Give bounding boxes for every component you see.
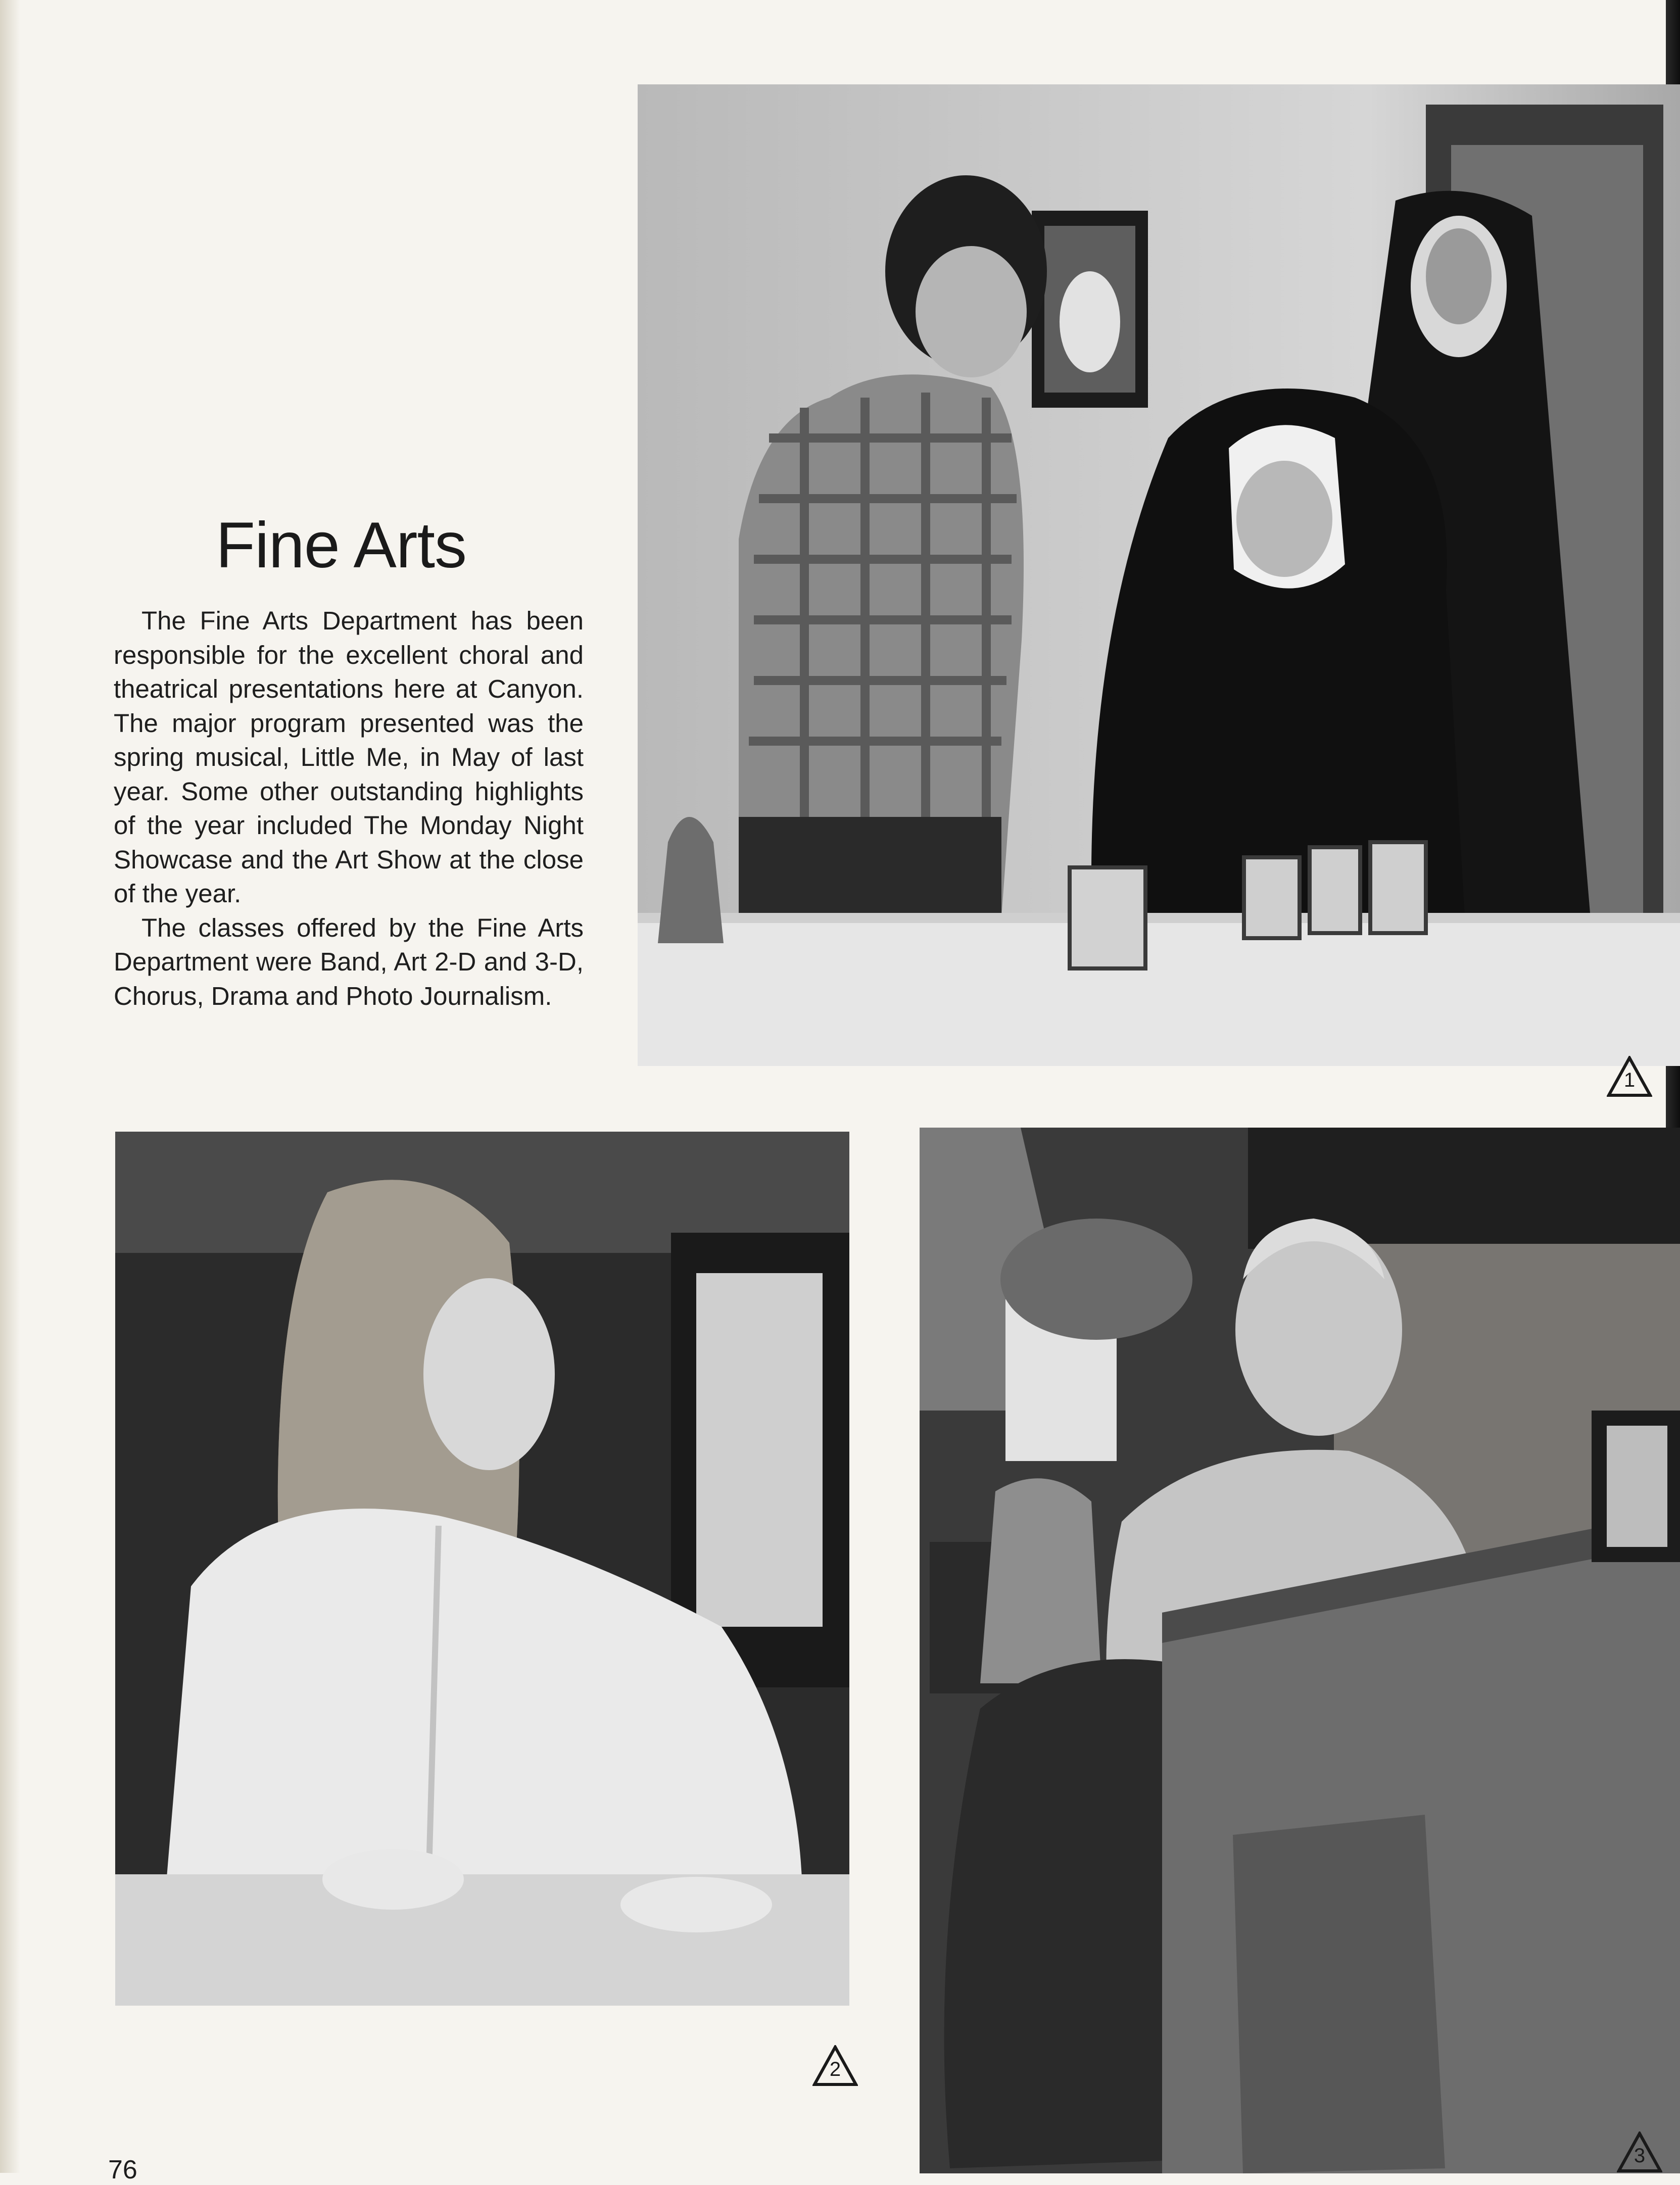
article-body <box>114 604 584 1013</box>
photo-boy-at-piano-icon <box>920 1128 1680 2173</box>
photo-student-and-nuns-icon <box>638 84 1680 1066</box>
photo-marker-2 <box>812 2045 858 2086</box>
photo-girl-at-table <box>115 1132 849 2006</box>
photo-marker-2-label: 2 <box>829 2058 841 2080</box>
photo-marker-3 <box>1617 2131 1662 2173</box>
photo-girl-at-table-icon <box>115 1132 849 2006</box>
photo-marker-1 <box>1607 1056 1652 1097</box>
page-title: Fine Arts <box>215 509 467 581</box>
paragraph-1: The Fine Arts Department has been responsible for the excellent choral and theatrical presentations here at Canyon. The major program presented was the spring musical, Little Me, in May of last year. Some other outstanding highlights of the year included The Monday Night Showcase and the Art Show at the close of the year. <box>114 606 584 908</box>
page-number: 76 <box>108 2155 137 2184</box>
photo-marker-3-label: 3 <box>1634 2145 1646 2167</box>
photo-boy-at-piano <box>920 1128 1680 2173</box>
binding-edge <box>0 0 20 2173</box>
photo-student-and-nuns <box>638 84 1680 1066</box>
photo-marker-1-label: 1 <box>1623 1069 1636 1091</box>
paragraph-2: The classes offered by the Fine Arts Department were Band, Art 2-D and 3-D, Chorus, Drama and Photo Journalism. <box>114 913 584 1010</box>
